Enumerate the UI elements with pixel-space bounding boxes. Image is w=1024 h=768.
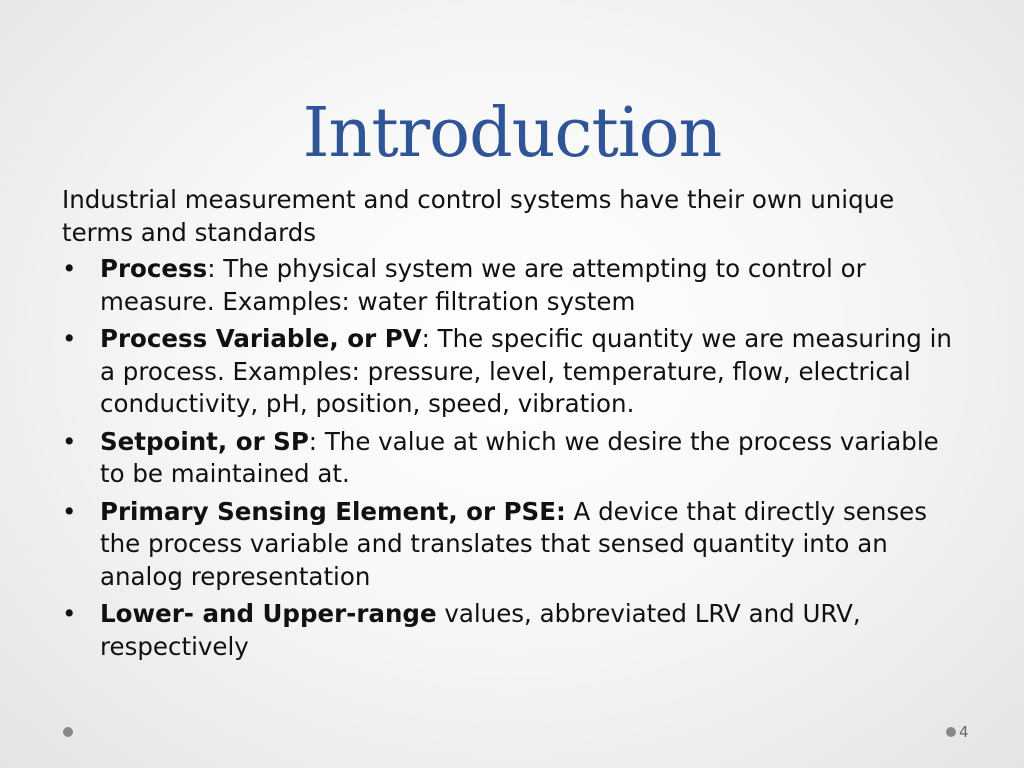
bullet-term: Lower- and Upper-range bbox=[100, 599, 437, 628]
page-number: 4 bbox=[959, 723, 969, 741]
slide-title: Introduction bbox=[302, 94, 722, 173]
footer-right-dot bbox=[946, 727, 956, 737]
slide-body bbox=[62, 184, 962, 668]
bullet-marker: • bbox=[62, 599, 77, 628]
bullet-term: Process Variable, or PV bbox=[100, 324, 422, 353]
bullet-marker: • bbox=[62, 426, 77, 456]
bullet-term: Process bbox=[100, 254, 208, 283]
bullet-item-process-variable bbox=[62, 323, 962, 421]
bullet-text: : The specific quantity we are measuring in a process. Examples: pressure, level, temperature, flow, electrical conductivity, pH, position, speed, vibration. bbox=[100, 324, 952, 418]
bullet-item-range-values bbox=[62, 598, 962, 663]
bullet-text: A device that directly senses the process variable and translates that sensed quantity into an analog representation bbox=[100, 496, 927, 591]
bullet-term: Setpoint, or SP bbox=[100, 426, 309, 456]
bullet-item-setpoint bbox=[62, 426, 962, 491]
intro-paragraph: Industrial measurement and control systems have their own unique terms and standards bbox=[62, 185, 895, 247]
bullet-text: : The physical system we are attempting to control or measure. Examples: water filtration system bbox=[100, 254, 866, 316]
bullet-marker: • bbox=[62, 324, 77, 353]
bullet-marker: • bbox=[62, 254, 77, 283]
bullet-term: Primary Sensing Element, or PSE: bbox=[100, 496, 566, 526]
bullet-item-process bbox=[62, 253, 962, 318]
bullet-text: values, abbreviated LRV and URV, respectively bbox=[100, 599, 861, 661]
footer-left-dot bbox=[63, 727, 73, 737]
bullet-list bbox=[62, 253, 962, 663]
bullet-text: : The value at which we desire the process variable to be maintained at. bbox=[100, 426, 939, 488]
bullet-item-primary-sensing-element bbox=[62, 496, 962, 594]
bullet-marker: • bbox=[62, 496, 77, 526]
